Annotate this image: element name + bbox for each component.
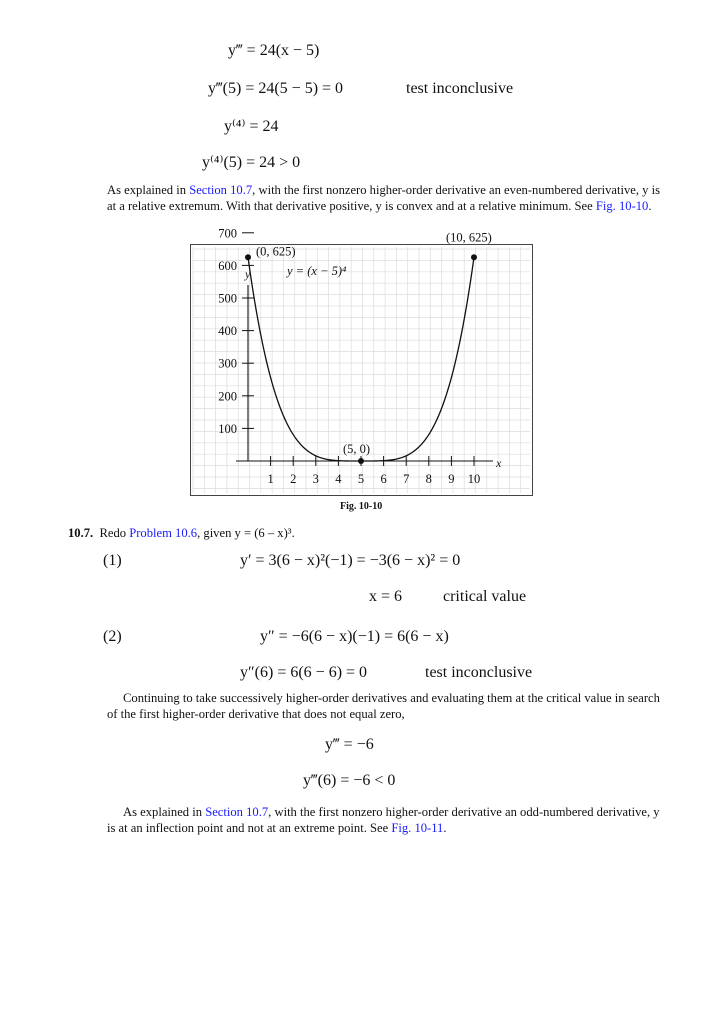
data-point — [358, 458, 364, 464]
x-tick-label: 10 — [467, 472, 481, 486]
equation-critical-value: x = 6 — [369, 588, 403, 605]
data-point-label: (5, 0) — [343, 442, 371, 456]
chart-axes — [236, 285, 493, 461]
figure-caption: Fig. 10-10 — [340, 501, 383, 512]
equation-second-derivative: y″ = −6(6 − x)(−1) = 6(6 − x) — [260, 628, 449, 645]
paragraph-continuing: Continuing to take successively higher-order derivatives and evaluating them at the critical value in search of the first higher-order derivative that does not equal zero, — [107, 691, 660, 721]
equation-third-derivative-at-6: y‴(6) = −6 < 0 — [303, 772, 396, 789]
para3-before: As explained in — [123, 805, 206, 819]
problem-text-after: , given y = (6 – x)³. — [197, 526, 295, 540]
x-axis-label: x — [496, 456, 502, 470]
x-tick-label: 1 — [267, 472, 274, 486]
note-test-inconclusive: test inconclusive — [406, 80, 514, 97]
para1-before: As explained in — [107, 183, 190, 197]
equation-third-derivative: y‴ = 24(x − 5) — [228, 42, 320, 59]
link-section-10-7-b[interactable]: Section 10.7 — [205, 805, 269, 819]
para3-after: . — [443, 820, 447, 835]
data-point-label: (0, 625) — [256, 244, 296, 259]
data-point — [471, 254, 477, 260]
note-critical-value: critical value — [443, 588, 527, 605]
y-tick-label: 500 — [218, 291, 237, 306]
equation-second-derivative-at-6: y″(6) = 6(6 − 6) = 0 — [240, 664, 368, 681]
y-tick-label: 300 — [218, 356, 237, 371]
link-problem-10-6[interactable]: Problem 10.6 — [129, 526, 198, 540]
y-tick-label: 400 — [218, 324, 237, 339]
equation-third-derivative-2: y‴ = −6 — [325, 736, 374, 753]
problem-statement — [68, 526, 295, 541]
y-tick-label: 600 — [218, 258, 237, 273]
x-tick-label: 7 — [403, 472, 410, 486]
step1-label: (1) — [103, 552, 122, 569]
problem-number: 10.7. — [68, 526, 94, 540]
equation-third-derivative-at-5: y‴(5) = 24(5 − 5) = 0 — [208, 80, 344, 97]
figure-10-10 — [190, 226, 533, 496]
x-tick-label: 9 — [448, 472, 455, 486]
para3-middle: , with the first nonzero higher-order derivative an odd-numbered derivative, y is at an inflection point and not at an extreme point. See — [107, 805, 660, 835]
paragraph-odd-derivative — [107, 805, 662, 836]
para1-after: . — [648, 198, 652, 213]
step2-label: (2) — [103, 628, 122, 645]
x-tick-label: 4 — [335, 472, 342, 486]
para1-middle: , with the first nonzero higher-order derivative an even-numbered derivative, y is at a relative extremum. With that derivative positive, y is convex and at a relative minimum. See — [107, 183, 661, 213]
y-tick-label: 700 — [218, 226, 237, 241]
x-tick-label: 5 — [357, 472, 365, 486]
y-tick-label: 200 — [218, 389, 237, 404]
data-point — [245, 254, 251, 260]
data-point-label: (10, 625) — [446, 230, 492, 245]
problem-text-before: Redo — [99, 526, 130, 540]
equation-fourth-derivative-at-5: y⁽⁴⁾(5) = 24 > 0 — [202, 154, 301, 171]
equation-fourth-derivative: y⁽⁴⁾ = 24 — [224, 118, 279, 135]
link-section-10-7[interactable]: Section 10.7 — [189, 183, 253, 197]
curve-series — [248, 257, 474, 461]
note-test-inconclusive-2: test inconclusive — [425, 664, 533, 681]
x-tick-label: 3 — [312, 472, 319, 486]
y-tick-label: 100 — [218, 421, 237, 436]
x-tick-label: 6 — [380, 472, 387, 486]
link-fig-10-11[interactable]: Fig. 10-11 — [391, 820, 444, 835]
y-axis-label: y — [245, 267, 251, 281]
equation-first-derivative: y′ = 3(6 − x)²(−1) = −3(6 − x)² = 0 — [240, 552, 461, 569]
chart-title: y = (x − 5)⁴ — [287, 264, 347, 278]
chart-quartic — [191, 226, 532, 495]
x-tick-label: 8 — [425, 472, 432, 486]
link-fig-10-10[interactable]: Fig. 10-10 — [595, 198, 649, 213]
chart-points — [245, 230, 492, 464]
paragraph-even-derivative — [107, 183, 662, 214]
x-tick-label: 2 — [290, 472, 297, 486]
